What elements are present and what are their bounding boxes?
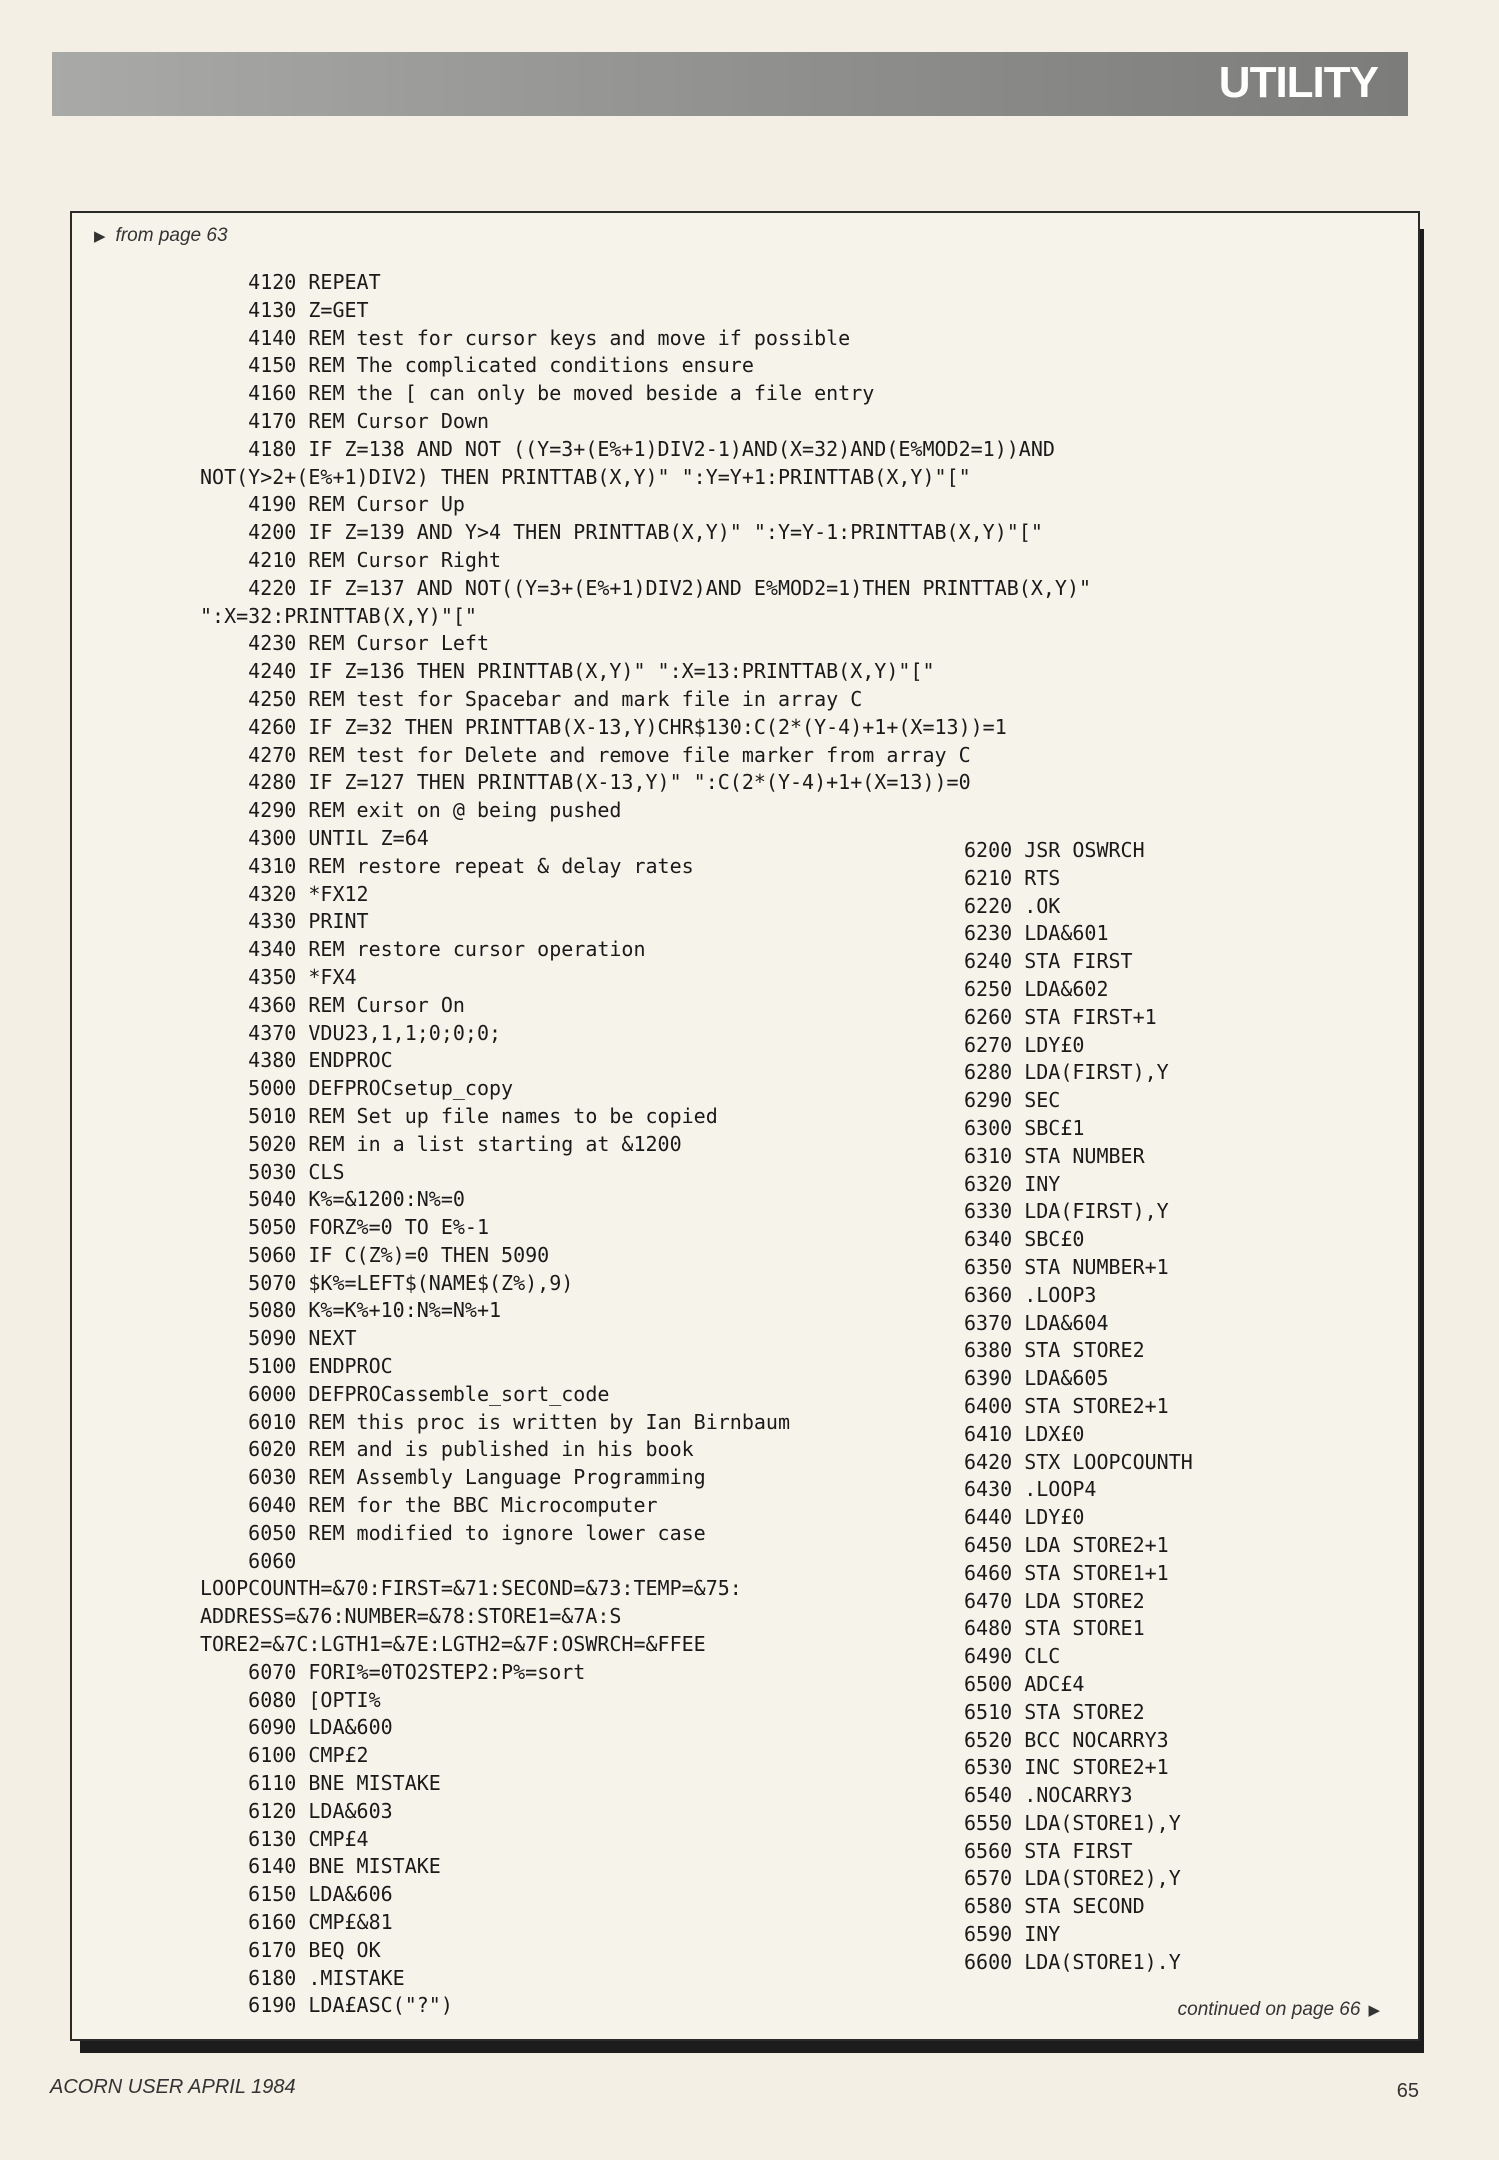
code-line: 6070 FORI%=0TO2STEP2:P%=sort <box>200 1659 586 1684</box>
code-line: 4330 PRINT <box>200 909 369 934</box>
code-line: 6590 INY <box>964 1922 1061 1947</box>
code-line: 6010 REM this proc is written by Ian Birnbaum <box>200 1409 791 1434</box>
code-line: 6050 REM modified to ignore lower case <box>200 1520 706 1545</box>
code-line: 6350 STA NUMBER+1 <box>964 1254 1169 1279</box>
code-line: 4160 REM the [ can only be moved beside a file entry <box>200 381 875 406</box>
code-line: 6360 .LOOP3 <box>964 1282 1097 1307</box>
code-line: 5080 K%=K%+10:N%=N%+1 <box>200 1298 502 1323</box>
code-line: 6530 INC STORE2+1 <box>964 1755 1169 1780</box>
code-line: 5050 FORZ%=0 TO E%-1 <box>200 1215 489 1240</box>
code-line: 4240 IF Z=136 THEN PRINTTAB(X,Y)" ":X=13:PRINTTAB(X,Y)"[" <box>200 659 935 684</box>
code-line: 6060 <box>200 1548 297 1573</box>
code-line: 6370 LDA&604 <box>964 1310 1109 1335</box>
code-line: 6540 .NOCARRY3 <box>964 1783 1133 1808</box>
program-listing-box <box>70 211 1420 2041</box>
code-line: 4290 REM exit on @ being pushed <box>200 798 622 823</box>
code-line: 6080 [OPTI% <box>200 1687 381 1712</box>
code-line: 4120 REPEAT <box>200 270 381 294</box>
code-line: 5070 $K%=LEFT$(NAME$(Z%),9) <box>200 1270 574 1295</box>
code-line: 5040 K%=&1200:N%=0 <box>200 1187 465 1212</box>
code-line: 4130 Z=GET <box>200 297 369 322</box>
code-line: 5000 DEFPROCsetup_copy <box>200 1076 514 1101</box>
from-page-text: from page 63 <box>115 225 228 246</box>
code-line: ":X=32:PRINTTAB(X,Y)"[" <box>200 603 477 628</box>
code-line: 4360 REM Cursor On <box>200 992 465 1017</box>
code-line: 6390 LDA&605 <box>964 1366 1109 1391</box>
code-line: 6150 LDA&606 <box>200 1882 393 1907</box>
code-line: 4370 VDU23,1,1;0;0;0; <box>200 1020 502 1045</box>
code-line: 4230 REM Cursor Left <box>200 631 489 656</box>
continued-page-text: continued on page 66 <box>1177 1999 1361 2020</box>
code-line: 4280 IF Z=127 THEN PRINTTAB(X-13,Y)" ":C(2*(Y-4)+1+(X=13))=0 <box>200 770 971 795</box>
code-line: 6330 LDA(FIRST),Y <box>964 1199 1169 1224</box>
code-line: 6110 BNE MISTAKE <box>200 1771 441 1796</box>
code-line: 4380 ENDPROC <box>200 1048 393 1073</box>
code-line: 6180 .MISTAKE <box>200 1965 405 1990</box>
code-line: 4170 REM Cursor Down <box>200 408 489 433</box>
code-line: 6490 CLC <box>964 1644 1061 1669</box>
section-title: UTILITY <box>1218 58 1378 107</box>
triangle-right-icon: ▶ <box>1368 2002 1380 2019</box>
code-line: 4340 REM restore cursor operation <box>200 937 646 962</box>
code-line: 6240 STA FIRST <box>964 949 1133 974</box>
code-line: 6550 LDA(STORE1),Y <box>964 1810 1181 1835</box>
code-line: 6450 LDA STORE2+1 <box>964 1532 1169 1557</box>
code-line: 6000 DEFPROCassemble_sort_code <box>200 1381 610 1406</box>
triangle-right-icon: ▶ <box>94 228 106 245</box>
code-column-right <box>964 837 1193 1977</box>
continued-page-note <box>1178 1999 1380 2021</box>
code-line: 6460 STA STORE1+1 <box>964 1560 1169 1585</box>
code-line: 6470 LDA STORE2 <box>964 1588 1145 1613</box>
code-line: 4220 IF Z=137 AND NOT((Y=3+(E%+1)DIV2)AND E%MOD2=1)THEN PRINTTAB(X,Y)" <box>200 575 1092 600</box>
code-line: 5010 REM Set up file names to be copied <box>200 1103 718 1128</box>
code-line: LOOPCOUNTH=&70:FIRST=&71:SECOND=&73:TEMP=&75: <box>200 1576 742 1601</box>
code-line: 5020 REM in a list starting at &1200 <box>200 1131 682 1156</box>
code-line: 6020 REM and is published in his book <box>200 1437 694 1462</box>
code-line: 4250 REM test for Spacebar and mark file in array C <box>200 686 863 711</box>
code-line: 4350 *FX4 <box>200 964 357 989</box>
code-line: 4140 REM test for cursor keys and move if possible <box>200 325 851 350</box>
code-line: 4300 UNTIL Z=64 <box>200 825 429 850</box>
code-line: 6340 SBC£0 <box>964 1227 1085 1252</box>
code-line: 6210 RTS <box>964 865 1061 890</box>
code-line: 6160 CMP£&81 <box>200 1910 393 1935</box>
code-line: ADDRESS=&76:NUMBER=&78:STORE1=&7A:S <box>200 1604 622 1629</box>
code-line: 6290 SEC <box>964 1088 1061 1113</box>
code-line: 6200 JSR OSWRCH <box>964 838 1145 862</box>
code-line: 6090 LDA&600 <box>200 1715 393 1740</box>
code-line: 6440 LDY£0 <box>964 1505 1085 1530</box>
code-line: 5060 IF C(Z%)=0 THEN 5090 <box>200 1242 550 1267</box>
code-line: 4150 REM The complicated conditions ensure <box>200 353 754 378</box>
code-line: 6420 STX LOOPCOUNTH <box>964 1449 1193 1474</box>
code-line: 6280 LDA(FIRST),Y <box>964 1060 1169 1085</box>
code-line: 6520 BCC NOCARRY3 <box>964 1727 1169 1752</box>
code-line: 6250 LDA&602 <box>964 976 1109 1001</box>
code-line: NOT(Y>2+(E%+1)DIV2) THEN PRINTTAB(X,Y)" ":Y=Y+1:PRINTTAB(X,Y)"[" <box>200 464 971 489</box>
code-line: 6430 .LOOP4 <box>964 1477 1097 1502</box>
code-line: 6600 LDA(STORE1).Y <box>964 1949 1181 1974</box>
code-line: 6120 LDA&603 <box>200 1798 393 1823</box>
section-header-bar <box>52 52 1408 116</box>
code-line: 4180 IF Z=138 AND NOT ((Y=3+(E%+1)DIV2-1)AND(X=32)AND(E%MOD2=1))AND <box>200 436 1055 461</box>
code-line: 6580 STA SECOND <box>964 1894 1145 1919</box>
code-line: 6220 .OK <box>964 893 1061 918</box>
magazine-footer: ACORN USER APRIL 1984 <box>50 2076 296 2098</box>
code-line: 6560 STA FIRST <box>964 1838 1133 1863</box>
code-line: TORE2=&7C:LGTH1=&7E:LGTH2=&7F:OSWRCH=&FFEE <box>200 1632 706 1657</box>
code-line: 4210 REM Cursor Right <box>200 547 502 572</box>
code-line: 6380 STA STORE2 <box>964 1338 1145 1363</box>
code-line: 6400 STA STORE2+1 <box>964 1393 1169 1418</box>
code-line: 4270 REM test for Delete and remove file marker from array C <box>200 742 971 767</box>
code-line: 6170 BEQ OK <box>200 1937 381 1962</box>
code-line: 6510 STA STORE2 <box>964 1699 1145 1724</box>
code-line: 6130 CMP£4 <box>200 1826 369 1851</box>
from-page-note <box>94 225 228 247</box>
code-line: 6040 REM for the BBC Microcomputer <box>200 1493 658 1518</box>
code-line: 6190 LDA£ASC("?") <box>200 1993 453 2018</box>
code-line: 5100 ENDPROC <box>200 1354 393 1379</box>
code-line: 6100 CMP£2 <box>200 1743 369 1768</box>
code-line: 6260 STA FIRST+1 <box>964 1004 1157 1029</box>
code-line: 6480 STA STORE1 <box>964 1616 1145 1641</box>
code-line: 6310 STA NUMBER <box>964 1143 1145 1168</box>
code-line: 5030 CLS <box>200 1159 345 1184</box>
code-line: 4200 IF Z=139 AND Y>4 THEN PRINTTAB(X,Y)" ":Y=Y-1:PRINTTAB(X,Y)"[" <box>200 520 1043 545</box>
page-number: 65 <box>1396 2080 1419 2102</box>
code-line: 6230 LDA&601 <box>964 921 1109 946</box>
code-line: 6300 SBC£1 <box>964 1115 1085 1140</box>
code-line: 5090 NEXT <box>200 1326 357 1351</box>
code-line: 6030 REM Assembly Language Programming <box>200 1465 706 1490</box>
code-line: 4190 REM Cursor Up <box>200 492 465 517</box>
code-line: 6140 BNE MISTAKE <box>200 1854 441 1879</box>
code-line: 6320 INY <box>964 1171 1061 1196</box>
code-line: 6500 ADC£4 <box>964 1671 1085 1696</box>
code-line: 4260 IF Z=32 THEN PRINTTAB(X-13,Y)CHR$130:C(2*(Y-4)+1+(X=13))=1 <box>200 714 1007 739</box>
code-line: 6270 LDY£0 <box>964 1032 1085 1057</box>
code-line: 6570 LDA(STORE2),Y <box>964 1866 1181 1891</box>
code-line: 4310 REM restore repeat & delay rates <box>200 853 694 878</box>
code-column-left <box>200 269 1091 2020</box>
code-line: 6410 LDX£0 <box>964 1421 1085 1446</box>
code-line: 4320 *FX12 <box>200 881 369 906</box>
